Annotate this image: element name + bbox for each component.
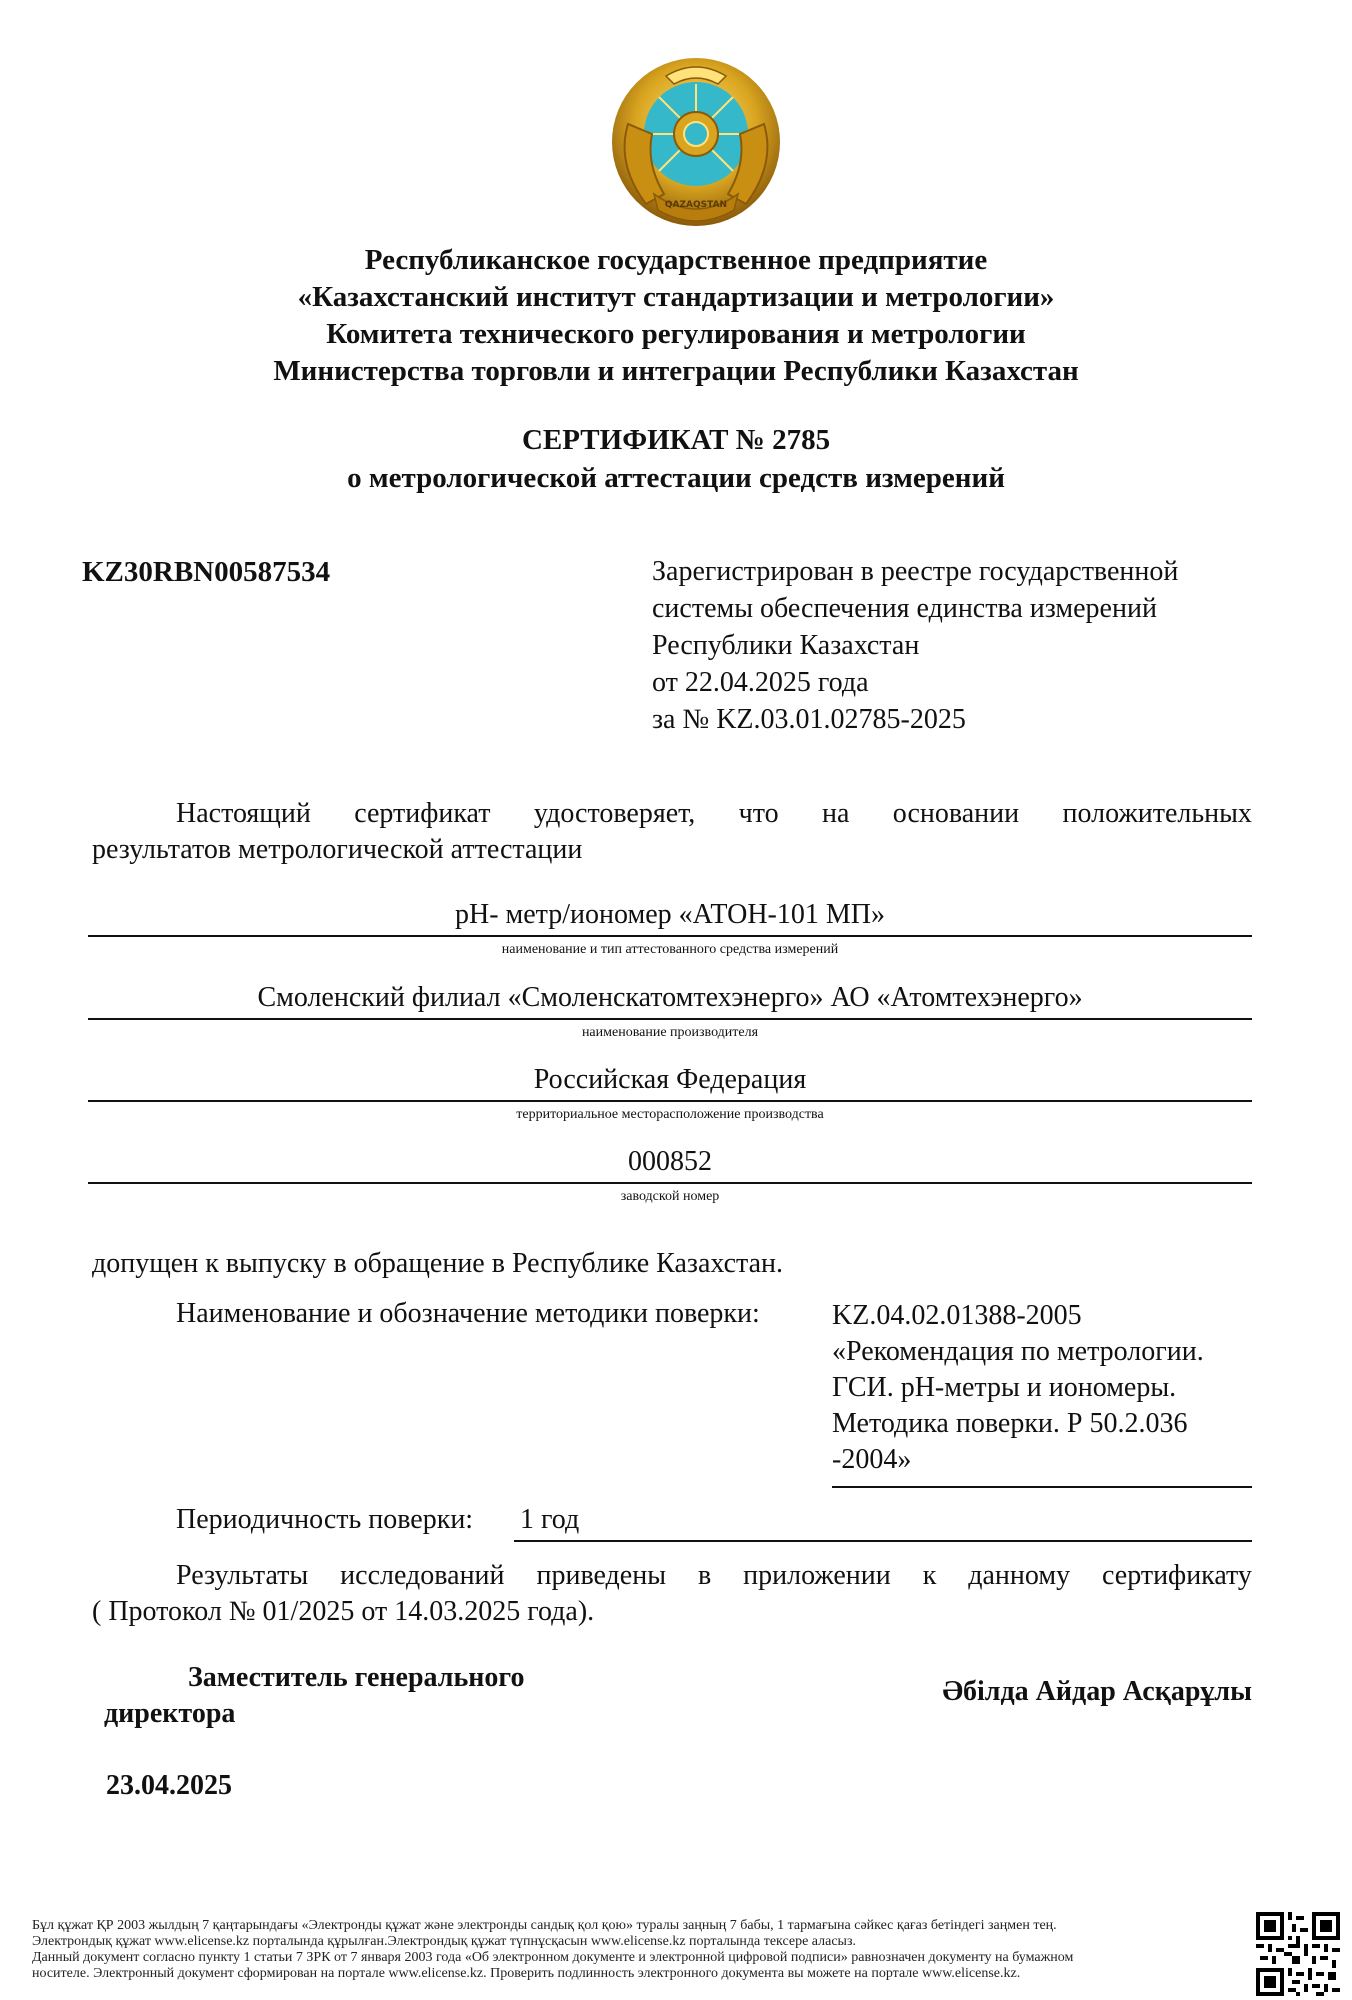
registry-line: Зарегистрирован в реестре государственной [652,556,1179,587]
signatory-position [104,1660,524,1732]
kazakhstan-state-emblem-icon [606,54,786,234]
underline [88,1018,1252,1020]
certificate-subtitle: о метрологической аттестации средств измерений [347,462,1005,494]
intro-word: на [821,798,850,829]
results-word: сертификату [1102,1560,1252,1591]
location-caption: территориальное месторасположение производства [516,1107,824,1122]
registry-line: системы обеспечения единства измерений [652,593,1157,624]
issuer-line: Комитета технического регулирования и метрологии [326,318,1026,350]
manufacturer-value: Смоленский филиал «Смоленскатомтехэнерго» АО «Атомтехэнерго» [257,982,1083,1013]
intro-word: Настоящий [176,798,311,829]
method-line: «Рекомендация по метрологии. [832,1336,1204,1367]
legal-footer [32,1918,1232,1982]
certificate-title-block [100,421,1252,497]
footer-line: Электрондық құжат www.elicense.kz порталында құрылған.Электрондық құжат түпнұсқасын www.elicense.kz порталында тексере аласыз. [32,1934,856,1949]
method-label: Наименование и обозначение методики поверки: [176,1298,760,1329]
intro-word: что [738,798,779,829]
results-word: приведены [536,1560,667,1591]
manufacturer-caption: наименование производителя [581,1025,759,1040]
footer-line: носителе. Электронный документ сформирован на портале www.elicense.kz. Проверить подлинность электронного документа вы можете на портале www.elicense.kz. [32,1966,1021,1981]
serial-field [88,1145,1252,1207]
position-line: директора [104,1698,236,1729]
registration-number: KZ30RBN00587534 [82,556,331,588]
method-line: Методика поверки. Р 50.2.036 [832,1408,1188,1439]
results-word: Результаты [176,1560,309,1591]
method-code: KZ.04.02.01388-2005 [832,1300,1082,1331]
intro-word: сертификат [354,798,491,829]
signatory-name: Әбілда Айдар Асқарұлы [942,1676,1252,1707]
emblem-text: QAZAQSTAN [664,200,728,210]
underline [88,1100,1252,1102]
results-word: исследований [340,1560,505,1591]
instrument-value: pH- метр/иономер «АТОН-101 МП» [454,899,885,930]
issuer-line: «Казахстанский институт стандартизации и метрологии» [297,281,1055,313]
intro-word: основании [892,798,1020,829]
results-word: к [922,1560,937,1591]
footer-line: Данный документ согласно пункту 1 статьи 7 ЗРК от 7 января 2003 года «Об электронном документе и электронной цифровой подписи» равнозначен документу на бумажном [32,1950,1074,1965]
registry-line: Республики Казахстан [652,630,920,661]
serial-caption: заводской номер [620,1189,720,1204]
signature-date: 23.04.2025 [106,1770,232,1801]
method-line: -2004» [832,1444,912,1475]
location-field [88,1063,1252,1125]
location-value: Российская Федерация [533,1064,807,1095]
registry-date: от 22.04.2025 года [652,667,869,698]
results-word: данному [968,1560,1071,1591]
period-label: Периодичность поверки: [176,1504,474,1535]
underline [88,1182,1252,1184]
qr-code-icon [1256,1912,1340,1996]
method-line: ГСИ. pH-метры и иономеры. [832,1372,1177,1403]
certificate-title: СЕРТИФИКАТ № 2785 [521,424,831,456]
instrument-field [88,898,1252,960]
release-statement: допущен к выпуску в обращение в Республике Казахстан. [92,1248,784,1279]
intro-line: результатов метрологической аттестации [92,834,583,865]
method-underline [832,1486,1252,1488]
registry-info [652,553,1178,738]
footer-line: Бұл құжат ҚР 2003 жылдың 7 қаңтарындағы «Электронды құжат және электронды сандық қол қою» туралы заңның 7 бабы, 1 тармағына сәйкес қағаз бетіндегі заңмен тең. [32,1918,1057,1933]
registry-number: за № KZ.03.01.02785-2025 [652,704,966,735]
instrument-caption: наименование и тип аттестованного средства измерений [501,942,839,957]
intro-word: удостоверяет, [533,798,696,829]
period-value: 1 год [520,1504,580,1535]
method-value [832,1298,1252,1478]
results-paragraph [92,1558,1252,1630]
results-word: приложении [743,1560,891,1591]
period-underline [514,1540,1252,1542]
intro-line-justified [92,796,1252,832]
manufacturer-field [88,981,1252,1043]
serial-value: 000852 [628,1146,712,1177]
intro-word: положительных [1062,798,1252,829]
underline [88,935,1252,937]
results-line-justified [92,1558,1252,1594]
results-word: в [697,1560,712,1591]
position-line: Заместитель генерального [188,1662,525,1693]
results-line: ( Протокол № 01/2025 от 14.03.2025 года). [92,1596,595,1627]
issuer-header [100,242,1252,390]
issuer-line: Республиканское государственное предприятие [364,244,988,276]
intro-paragraph [92,796,1252,868]
issuer-line: Министерства торговли и интеграции Республики Казахстан [273,355,1079,387]
